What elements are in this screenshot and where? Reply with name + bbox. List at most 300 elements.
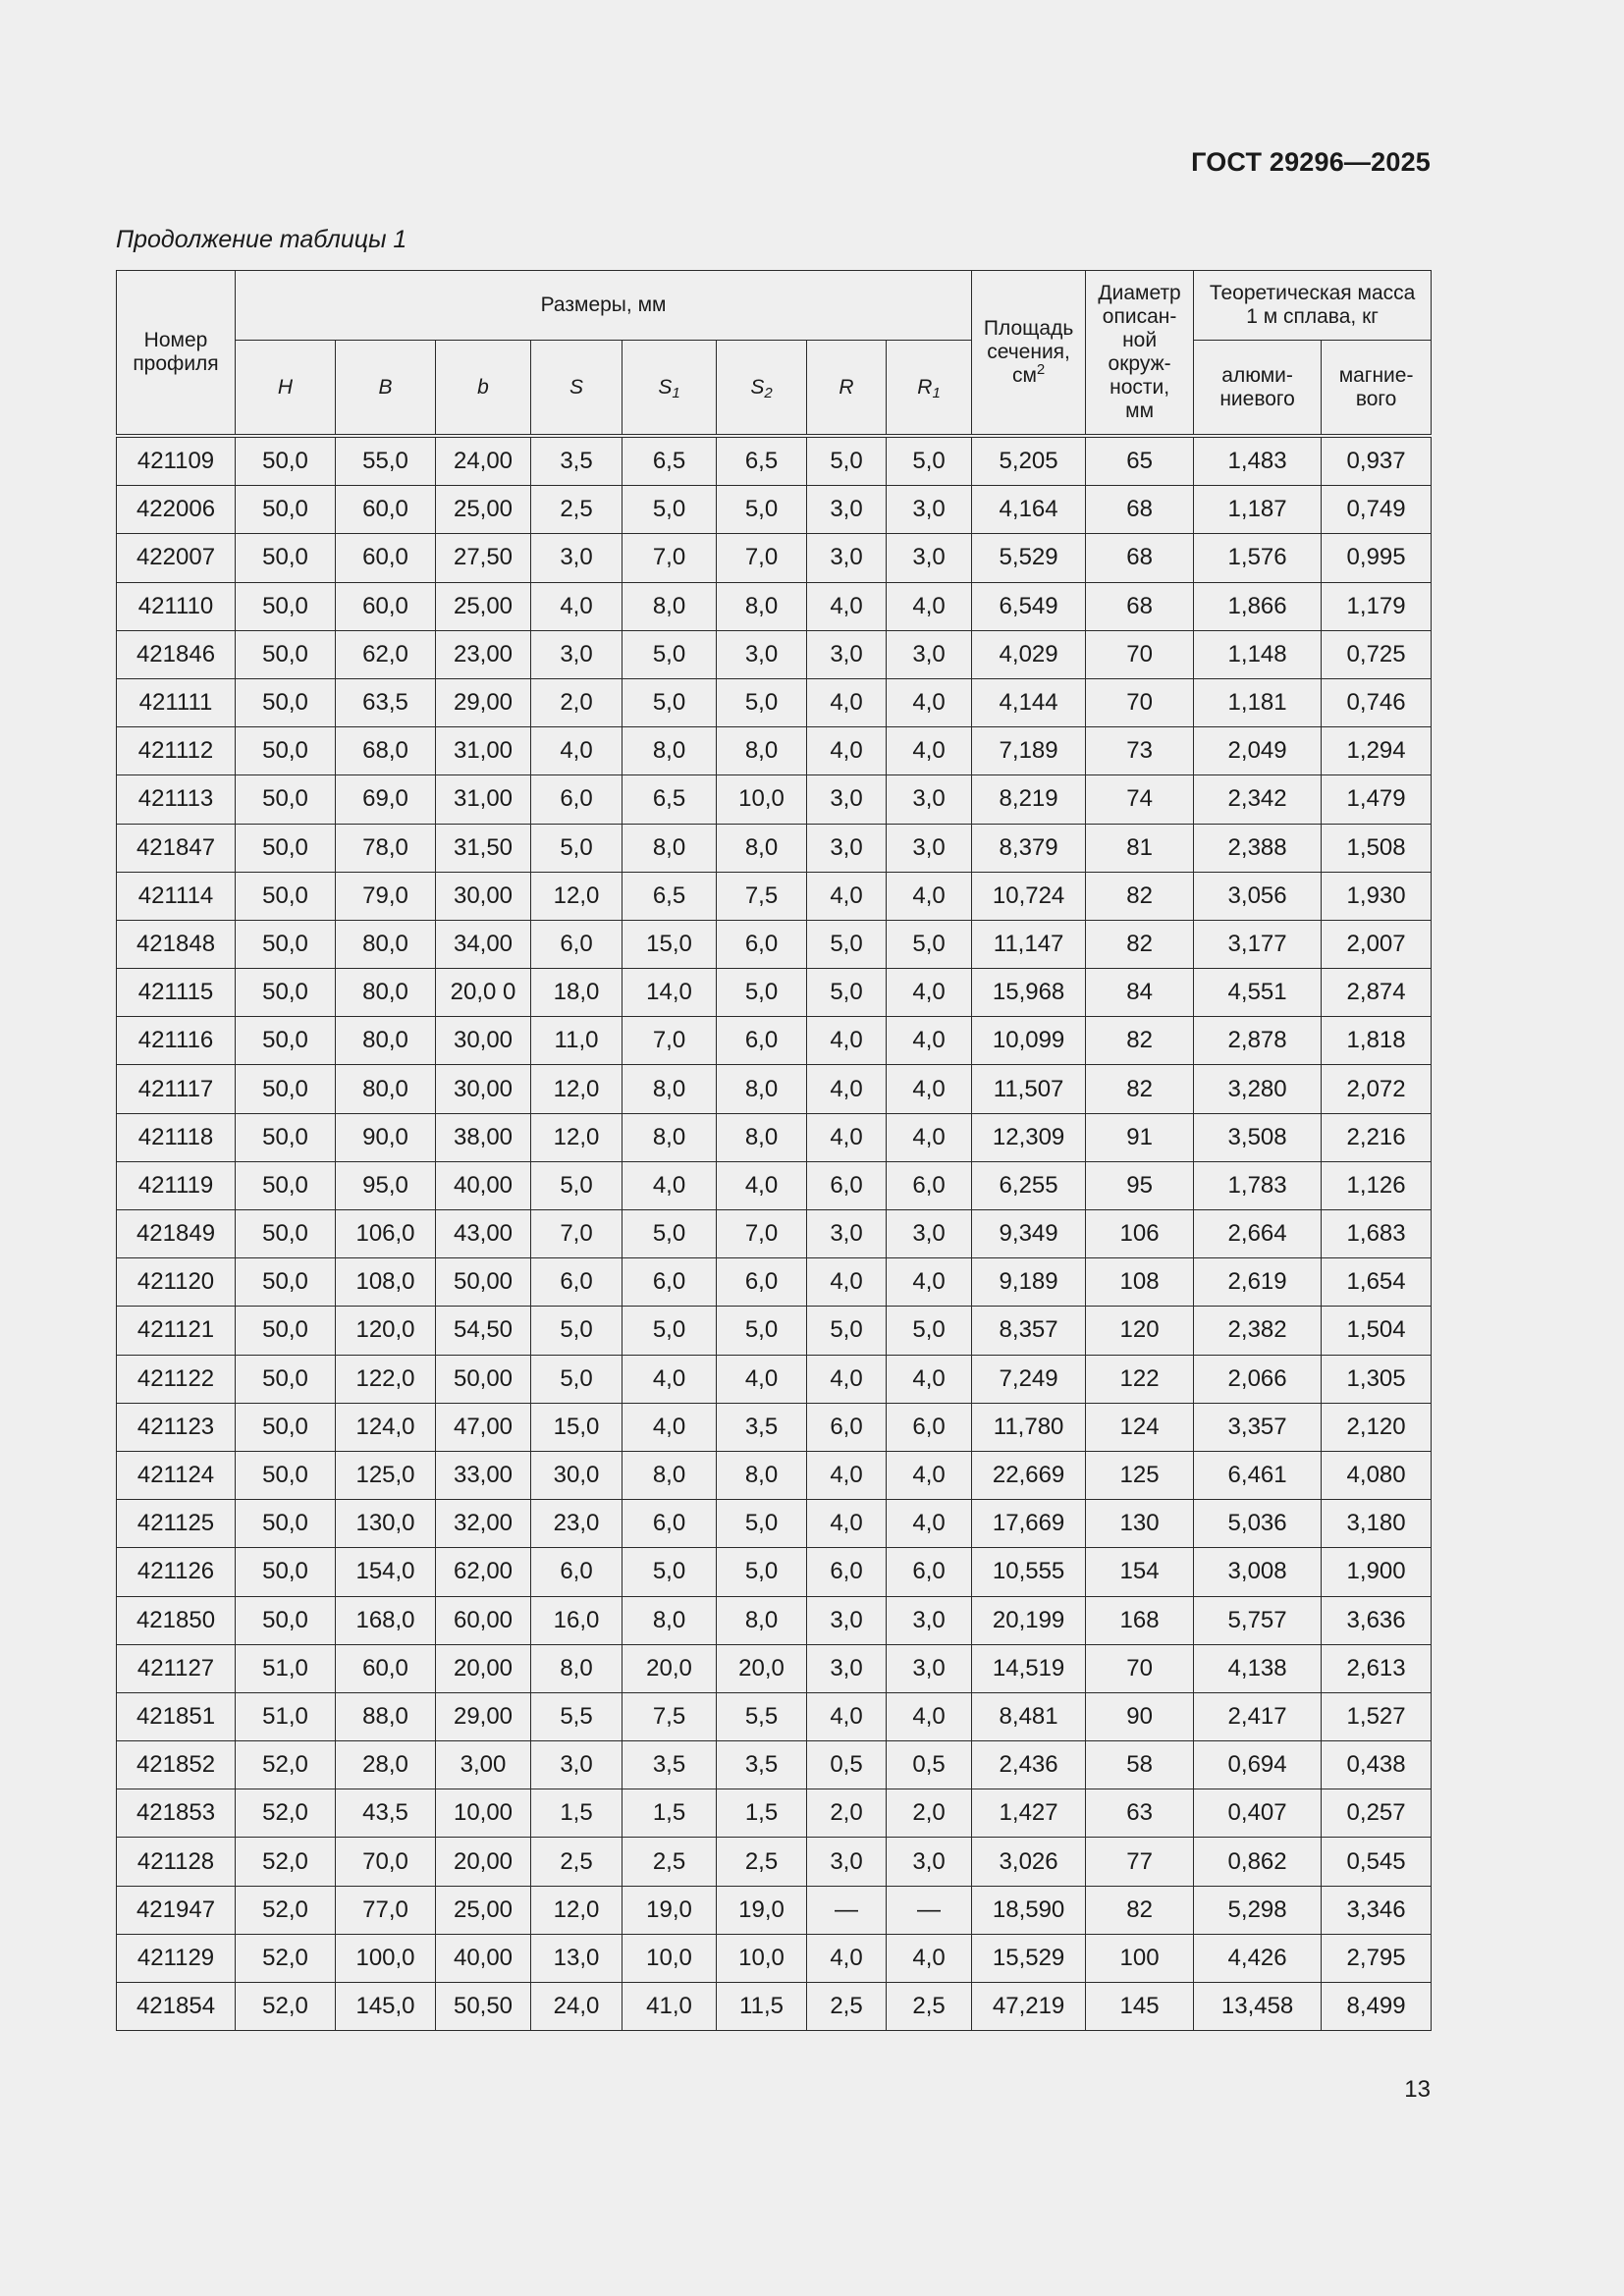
cell-B: 122,0	[336, 1355, 436, 1403]
cell-S1: 41,0	[623, 1983, 717, 2031]
cell-S1: 7,5	[623, 1692, 717, 1740]
cell-S2: 10,0	[717, 1934, 807, 1982]
cell-diameter: 82	[1086, 1886, 1194, 1934]
cell-diameter: 82	[1086, 1017, 1194, 1065]
cell-mass-aluminum: 13,458	[1194, 1983, 1322, 2031]
cell-diameter: 125	[1086, 1451, 1194, 1499]
cell-b: 30,00	[436, 1065, 531, 1113]
cell-S1: 15,0	[623, 920, 717, 968]
cell-S2: 3,0	[717, 630, 807, 678]
cell-S1: 8,0	[623, 1596, 717, 1644]
document-code: ГОСТ 29296—2025	[1191, 147, 1431, 177]
page-number: 13	[1404, 2076, 1431, 2103]
cell-R1: 4,0	[887, 1934, 972, 1982]
cell-b: 25,00	[436, 1886, 531, 1934]
cell-diameter: 82	[1086, 920, 1194, 968]
cell-S1: 1,5	[623, 1789, 717, 1838]
cell-H: 50,0	[236, 824, 336, 872]
dim-S2-base: S	[750, 375, 765, 399]
cell-profile-number: 421110	[117, 582, 236, 630]
cell-S1: 14,0	[623, 969, 717, 1017]
cell-mass-aluminum: 3,357	[1194, 1403, 1322, 1451]
cell-profile-number: 421118	[117, 1113, 236, 1161]
cell-H: 50,0	[236, 1210, 336, 1258]
cell-B: 80,0	[336, 920, 436, 968]
cell-B: 100,0	[336, 1934, 436, 1982]
cell-R1: 4,0	[887, 1113, 972, 1161]
cell-b: 25,00	[436, 582, 531, 630]
cell-area: 7,249	[972, 1355, 1086, 1403]
cell-S2: 2,5	[717, 1838, 807, 1886]
cell-B: 63,5	[336, 678, 436, 726]
cell-S: 5,0	[531, 1355, 623, 1403]
cell-R1: 4,0	[887, 1451, 972, 1499]
cell-S: 15,0	[531, 1403, 623, 1451]
cell-profile-number: 421112	[117, 727, 236, 775]
cell-mass-magnesium: 2,795	[1322, 1934, 1432, 1982]
table-row	[117, 1161, 1432, 1209]
cell-S: 30,0	[531, 1451, 623, 1499]
cell-diameter: 82	[1086, 1065, 1194, 1113]
cell-S1: 5,0	[623, 486, 717, 534]
table-row	[117, 1838, 1432, 1886]
cell-S: 12,0	[531, 1886, 623, 1934]
cell-H: 50,0	[236, 1548, 336, 1596]
cell-H: 52,0	[236, 1789, 336, 1838]
cell-S2: 6,0	[717, 1017, 807, 1065]
cell-mass-aluminum: 3,008	[1194, 1548, 1322, 1596]
cell-profile-number: 421109	[117, 436, 236, 486]
cell-H: 52,0	[236, 1934, 336, 1982]
cell-profile-number: 421127	[117, 1644, 236, 1692]
cell-H: 50,0	[236, 1017, 336, 1065]
cell-R: 4,0	[807, 872, 887, 920]
cell-S: 4,0	[531, 582, 623, 630]
cell-H: 52,0	[236, 1886, 336, 1934]
cell-R1: 3,0	[887, 1838, 972, 1886]
cell-b: 38,00	[436, 1113, 531, 1161]
cell-profile-number: 422006	[117, 486, 236, 534]
cell-R: 2,0	[807, 1789, 887, 1838]
cell-profile-number: 421848	[117, 920, 236, 968]
header-dim-H: H	[236, 341, 336, 437]
cell-S2: 8,0	[717, 1596, 807, 1644]
cell-mass-aluminum: 4,426	[1194, 1934, 1322, 1982]
cell-diameter: 68	[1086, 486, 1194, 534]
cell-b: 29,00	[436, 678, 531, 726]
cell-profile-number: 421123	[117, 1403, 236, 1451]
cell-b: 27,50	[436, 534, 531, 582]
cell-B: 80,0	[336, 1065, 436, 1113]
profiles-table	[116, 270, 1432, 2031]
cell-mass-aluminum: 5,036	[1194, 1500, 1322, 1548]
cell-S: 3,0	[531, 534, 623, 582]
cell-S: 2,5	[531, 486, 623, 534]
cell-B: 55,0	[336, 436, 436, 486]
cell-R: 4,0	[807, 678, 887, 726]
cell-H: 50,0	[236, 1500, 336, 1548]
cell-B: 60,0	[336, 534, 436, 582]
cell-S: 12,0	[531, 1113, 623, 1161]
header-dimensions-group: Размеры, мм	[236, 271, 972, 341]
cell-S2: 3,5	[717, 1741, 807, 1789]
cell-area: 4,144	[972, 678, 1086, 726]
cell-R1: 4,0	[887, 582, 972, 630]
cell-B: 28,0	[336, 1741, 436, 1789]
cell-R: 3,0	[807, 1644, 887, 1692]
cell-R: 4,0	[807, 1258, 887, 1307]
cell-mass-magnesium: 1,654	[1322, 1258, 1432, 1307]
cell-mass-aluminum: 1,576	[1194, 534, 1322, 582]
cell-b: 20,00	[436, 1644, 531, 1692]
cell-S1: 6,5	[623, 436, 717, 486]
cell-R: 0,5	[807, 1741, 887, 1789]
cell-profile-number: 421114	[117, 872, 236, 920]
cell-S2: 7,0	[717, 1210, 807, 1258]
cell-area: 8,379	[972, 824, 1086, 872]
cell-B: 70,0	[336, 1838, 436, 1886]
cell-R: 3,0	[807, 534, 887, 582]
cell-diameter: 124	[1086, 1403, 1194, 1451]
cell-R: 3,0	[807, 630, 887, 678]
cell-S2: 8,0	[717, 727, 807, 775]
table-row	[117, 775, 1432, 824]
cell-B: 88,0	[336, 1692, 436, 1740]
cell-b: 34,00	[436, 920, 531, 968]
cell-mass-magnesium: 3,636	[1322, 1596, 1432, 1644]
cell-S: 5,0	[531, 824, 623, 872]
cell-mass-aluminum: 2,066	[1194, 1355, 1322, 1403]
cell-b: 29,00	[436, 1692, 531, 1740]
cell-H: 50,0	[236, 1355, 336, 1403]
header-theoretical-mass-group: Теоретическая масса 1 м сплава, кг	[1194, 271, 1432, 341]
header-dim-S1	[623, 341, 717, 437]
cell-diameter: 73	[1086, 727, 1194, 775]
cell-profile-number: 421852	[117, 1741, 236, 1789]
table-row	[117, 920, 1432, 968]
cell-mass-aluminum: 3,177	[1194, 920, 1322, 968]
cell-diameter: 77	[1086, 1838, 1194, 1886]
cell-R1: 3,0	[887, 630, 972, 678]
cell-S2: 7,5	[717, 872, 807, 920]
cell-profile-number: 421847	[117, 824, 236, 872]
cell-mass-aluminum: 0,407	[1194, 1789, 1322, 1838]
cell-mass-magnesium: 1,527	[1322, 1692, 1432, 1740]
cell-S2: 19,0	[717, 1886, 807, 1934]
cell-mass-magnesium: 2,613	[1322, 1644, 1432, 1692]
cell-R: 4,0	[807, 1355, 887, 1403]
cell-mass-magnesium: 0,749	[1322, 486, 1432, 534]
cell-diameter: 122	[1086, 1355, 1194, 1403]
cell-profile-number: 421849	[117, 1210, 236, 1258]
cell-R: 4,0	[807, 1934, 887, 1982]
cell-R1: 3,0	[887, 1644, 972, 1692]
cell-S2: 11,5	[717, 1983, 807, 2031]
cell-mass-magnesium: 1,126	[1322, 1161, 1432, 1209]
cell-mass-magnesium: 1,479	[1322, 775, 1432, 824]
cell-diameter: 90	[1086, 1692, 1194, 1740]
cell-H: 50,0	[236, 920, 336, 968]
cell-b: 25,00	[436, 486, 531, 534]
table-row	[117, 872, 1432, 920]
cell-profile-number: 421117	[117, 1065, 236, 1113]
table-row	[117, 1596, 1432, 1644]
table-row	[117, 678, 1432, 726]
cell-S1: 4,0	[623, 1403, 717, 1451]
cell-S: 3,5	[531, 436, 623, 486]
cell-R: 3,0	[807, 824, 887, 872]
cell-S2: 5,0	[717, 486, 807, 534]
cell-S: 12,0	[531, 872, 623, 920]
cell-S2: 8,0	[717, 582, 807, 630]
cell-S2: 20,0	[717, 1644, 807, 1692]
cell-B: 69,0	[336, 775, 436, 824]
cell-area: 7,189	[972, 727, 1086, 775]
cell-profile-number: 421116	[117, 1017, 236, 1065]
cell-H: 50,0	[236, 969, 336, 1017]
cell-S2: 1,5	[717, 1789, 807, 1838]
cell-R: 4,0	[807, 1692, 887, 1740]
cell-mass-magnesium: 2,874	[1322, 969, 1432, 1017]
cell-diameter: 100	[1086, 1934, 1194, 1982]
cell-B: 90,0	[336, 1113, 436, 1161]
cell-area: 5,529	[972, 534, 1086, 582]
dim-S1-base: S	[658, 375, 673, 399]
table-row	[117, 1789, 1432, 1838]
cell-mass-aluminum: 2,388	[1194, 824, 1322, 872]
cell-b: 32,00	[436, 1500, 531, 1548]
cell-mass-aluminum: 4,138	[1194, 1644, 1322, 1692]
cell-profile-number: 421119	[117, 1161, 236, 1209]
cell-B: 124,0	[336, 1403, 436, 1451]
table-row	[117, 1934, 1432, 1982]
cell-area: 47,219	[972, 1983, 1086, 2031]
cell-profile-number: 421846	[117, 630, 236, 678]
table-row	[117, 969, 1432, 1017]
cell-diameter: 58	[1086, 1741, 1194, 1789]
cell-diameter: 145	[1086, 1983, 1194, 2031]
cell-B: 108,0	[336, 1258, 436, 1307]
cell-R1: 4,0	[887, 1017, 972, 1065]
table-row	[117, 1644, 1432, 1692]
cell-R1: 4,0	[887, 1692, 972, 1740]
cell-mass-magnesium: 1,900	[1322, 1548, 1432, 1596]
cell-b: 50,00	[436, 1258, 531, 1307]
cell-mass-aluminum: 5,298	[1194, 1886, 1322, 1934]
cell-B: 79,0	[336, 872, 436, 920]
table-caption: Продолжение таблицы 1	[116, 226, 407, 253]
cell-S1: 5,0	[623, 630, 717, 678]
cell-B: 106,0	[336, 1210, 436, 1258]
header-dim-B: B	[336, 341, 436, 437]
table-row	[117, 1403, 1432, 1451]
cell-mass-aluminum: 1,866	[1194, 582, 1322, 630]
cell-mass-magnesium: 1,930	[1322, 872, 1432, 920]
cell-H: 50,0	[236, 678, 336, 726]
cell-S2: 8,0	[717, 1113, 807, 1161]
cell-diameter: 120	[1086, 1307, 1194, 1355]
cell-S2: 5,0	[717, 969, 807, 1017]
cell-R: 6,0	[807, 1403, 887, 1451]
cell-R: 3,0	[807, 775, 887, 824]
cell-R: 4,0	[807, 1451, 887, 1499]
cell-b: 24,00	[436, 436, 531, 486]
cell-B: 62,0	[336, 630, 436, 678]
cell-area: 10,555	[972, 1548, 1086, 1596]
cell-area: 9,189	[972, 1258, 1086, 1307]
cell-mass-magnesium: 0,995	[1322, 534, 1432, 582]
cell-mass-magnesium: 2,072	[1322, 1065, 1432, 1113]
cell-area: 22,669	[972, 1451, 1086, 1499]
cell-mass-aluminum: 5,757	[1194, 1596, 1322, 1644]
cell-mass-magnesium: 4,080	[1322, 1451, 1432, 1499]
cell-area: 10,099	[972, 1017, 1086, 1065]
cell-mass-aluminum: 2,664	[1194, 1210, 1322, 1258]
header-dim-R: R	[807, 341, 887, 437]
cell-S: 6,0	[531, 1258, 623, 1307]
cell-b: 31,50	[436, 824, 531, 872]
cell-diameter: 70	[1086, 1644, 1194, 1692]
cell-mass-magnesium: 1,818	[1322, 1017, 1432, 1065]
cell-b: 10,00	[436, 1789, 531, 1838]
cell-S: 2,0	[531, 678, 623, 726]
table-row	[117, 1692, 1432, 1740]
cell-H: 50,0	[236, 1403, 336, 1451]
cell-S: 7,0	[531, 1210, 623, 1258]
cell-S: 11,0	[531, 1017, 623, 1065]
cell-b: 31,00	[436, 775, 531, 824]
cell-R: —	[807, 1886, 887, 1934]
cell-B: 60,0	[336, 582, 436, 630]
cell-mass-magnesium: 8,499	[1322, 1983, 1432, 2031]
cell-b: 20,0 0	[436, 969, 531, 1017]
cell-R: 3,0	[807, 1596, 887, 1644]
cell-B: 145,0	[336, 1983, 436, 2031]
cell-R1: 3,0	[887, 775, 972, 824]
cell-S2: 6,0	[717, 1258, 807, 1307]
cell-S1: 10,0	[623, 1934, 717, 1982]
cell-S: 23,0	[531, 1500, 623, 1548]
cell-mass-aluminum: 2,417	[1194, 1692, 1322, 1740]
cell-R: 4,0	[807, 582, 887, 630]
cell-diameter: 82	[1086, 872, 1194, 920]
table-body	[117, 436, 1432, 2031]
cell-profile-number: 421122	[117, 1355, 236, 1403]
cell-R: 3,0	[807, 486, 887, 534]
table-row	[117, 1500, 1432, 1548]
cell-profile-number: 422007	[117, 534, 236, 582]
table-row	[117, 1258, 1432, 1307]
table-row	[117, 486, 1432, 534]
cell-B: 60,0	[336, 1644, 436, 1692]
cell-S2: 7,0	[717, 534, 807, 582]
cell-S2: 5,0	[717, 1307, 807, 1355]
cell-S1: 8,0	[623, 1451, 717, 1499]
cell-R1: 4,0	[887, 1065, 972, 1113]
cell-S1: 2,5	[623, 1838, 717, 1886]
cell-diameter: 63	[1086, 1789, 1194, 1838]
cell-S: 8,0	[531, 1644, 623, 1692]
cell-H: 50,0	[236, 775, 336, 824]
cell-R1: 5,0	[887, 920, 972, 968]
cell-H: 51,0	[236, 1692, 336, 1740]
area-unit-sup: 2	[1036, 361, 1046, 378]
cell-S: 3,0	[531, 630, 623, 678]
cell-area: 11,147	[972, 920, 1086, 968]
cell-S1: 7,0	[623, 534, 717, 582]
cell-mass-magnesium: 0,746	[1322, 678, 1432, 726]
table-row	[117, 630, 1432, 678]
cell-R: 4,0	[807, 1017, 887, 1065]
table-row	[117, 582, 1432, 630]
cell-area: 15,529	[972, 1934, 1086, 1982]
cell-mass-aluminum: 2,049	[1194, 727, 1322, 775]
cell-area: 4,029	[972, 630, 1086, 678]
cell-S1: 5,0	[623, 1307, 717, 1355]
cell-b: 23,00	[436, 630, 531, 678]
header-profile-number: Номер профиля	[117, 271, 236, 437]
cell-S1: 8,0	[623, 1113, 717, 1161]
cell-area: 20,199	[972, 1596, 1086, 1644]
cell-S1: 7,0	[623, 1017, 717, 1065]
cell-R1: 4,0	[887, 727, 972, 775]
cell-S1: 5,0	[623, 1210, 717, 1258]
cell-R1: 3,0	[887, 1210, 972, 1258]
cell-S2: 3,5	[717, 1403, 807, 1451]
cell-S: 13,0	[531, 1934, 623, 1982]
cell-mass-aluminum: 0,862	[1194, 1838, 1322, 1886]
cell-mass-magnesium: 3,180	[1322, 1500, 1432, 1548]
cell-R1: 2,0	[887, 1789, 972, 1838]
cell-area: 11,780	[972, 1403, 1086, 1451]
cell-H: 50,0	[236, 630, 336, 678]
cell-profile-number: 421121	[117, 1307, 236, 1355]
cell-diameter: 70	[1086, 630, 1194, 678]
cell-mass-magnesium: 3,346	[1322, 1886, 1432, 1934]
cell-B: 125,0	[336, 1451, 436, 1499]
cell-B: 60,0	[336, 486, 436, 534]
cell-area: 14,519	[972, 1644, 1086, 1692]
cell-mass-magnesium: 0,545	[1322, 1838, 1432, 1886]
cell-S1: 6,0	[623, 1258, 717, 1307]
cell-S1: 5,0	[623, 678, 717, 726]
cell-mass-magnesium: 2,120	[1322, 1403, 1432, 1451]
table-row	[117, 1065, 1432, 1113]
table-row	[117, 824, 1432, 872]
cell-R1: 6,0	[887, 1403, 972, 1451]
header-dim-S: S	[531, 341, 623, 437]
dim-S2-sub: 2	[764, 384, 773, 401]
cell-S: 18,0	[531, 969, 623, 1017]
cell-S2: 5,5	[717, 1692, 807, 1740]
cell-mass-magnesium: 2,007	[1322, 920, 1432, 968]
cell-R1: 6,0	[887, 1161, 972, 1209]
cell-S2: 4,0	[717, 1161, 807, 1209]
cell-area: 8,219	[972, 775, 1086, 824]
cell-profile-number: 421113	[117, 775, 236, 824]
cell-R: 5,0	[807, 920, 887, 968]
cell-S1: 4,0	[623, 1161, 717, 1209]
cell-area: 1,427	[972, 1789, 1086, 1838]
cell-H: 50,0	[236, 1307, 336, 1355]
dim-S1-sub: 1	[672, 384, 680, 401]
cell-mass-aluminum: 2,619	[1194, 1258, 1322, 1307]
cell-R1: —	[887, 1886, 972, 1934]
cell-H: 51,0	[236, 1644, 336, 1692]
header-mass-magnesium: магние- вого	[1322, 341, 1432, 437]
cell-b: 54,50	[436, 1307, 531, 1355]
cell-S2: 8,0	[717, 1451, 807, 1499]
